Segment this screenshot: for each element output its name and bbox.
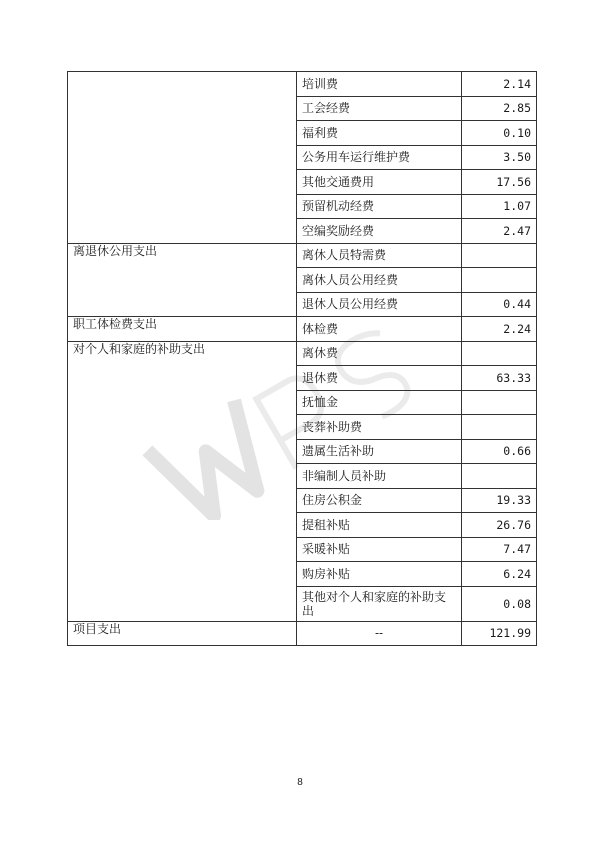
- category-cell: 项目支出: [68, 621, 297, 646]
- value-cell: 2.47: [462, 219, 537, 244]
- item-cell: 退休费: [297, 366, 462, 391]
- table-row: [68, 317, 537, 342]
- category-cell: 职工体检费支出: [68, 317, 297, 342]
- value-cell: 0.44: [462, 292, 537, 317]
- value-cell: 17.56: [462, 170, 537, 195]
- item-cell: --: [297, 621, 462, 646]
- table-row: [68, 72, 537, 97]
- item-cell: 其他对个人和家庭的补助支出: [297, 586, 462, 621]
- item-cell: 提租补贴: [297, 513, 462, 538]
- value-cell: 19.33: [462, 488, 537, 513]
- value-cell: [462, 390, 537, 415]
- item-cell: 抚恤金: [297, 390, 462, 415]
- value-cell: [462, 243, 537, 268]
- item-cell: 住房公积金: [297, 488, 462, 513]
- value-cell: 1.07: [462, 194, 537, 219]
- item-cell: 公务用车运行维护费: [297, 145, 462, 170]
- item-cell: 离休人员公用经费: [297, 268, 462, 293]
- item-cell: 空编奖励经费: [297, 219, 462, 244]
- item-cell: 培训费: [297, 72, 462, 97]
- value-cell: 63.33: [462, 366, 537, 391]
- value-cell: 2.14: [462, 72, 537, 97]
- item-cell: 采暖补贴: [297, 537, 462, 562]
- item-cell: 离休费: [297, 341, 462, 366]
- value-cell: [462, 341, 537, 366]
- value-cell: 6.24: [462, 562, 537, 587]
- value-cell: 2.85: [462, 96, 537, 121]
- value-cell: 7.47: [462, 537, 537, 562]
- table-row: [68, 621, 537, 646]
- value-cell: 26.76: [462, 513, 537, 538]
- item-cell: 退休人员公用经费: [297, 292, 462, 317]
- value-cell: [462, 415, 537, 440]
- item-cell: 遗属生活补助: [297, 439, 462, 464]
- item-cell: 购房补贴: [297, 562, 462, 587]
- item-cell: 其他交通费用: [297, 170, 462, 195]
- item-cell: 预留机动经费: [297, 194, 462, 219]
- item-cell: 丧葬补助费: [297, 415, 462, 440]
- category-cell-continued: [68, 72, 297, 244]
- value-cell: 0.10: [462, 121, 537, 146]
- category-cell: 离退休公用支出: [68, 243, 297, 317]
- item-cell: 工会经费: [297, 96, 462, 121]
- item-cell: 福利费: [297, 121, 462, 146]
- budget-table: [67, 71, 537, 646]
- category-cell: 对个人和家庭的补助支出: [68, 341, 297, 621]
- item-cell: 体检费: [297, 317, 462, 342]
- page-number: 8: [297, 777, 303, 788]
- value-cell: [462, 464, 537, 489]
- value-cell: 3.50: [462, 145, 537, 170]
- item-cell: 非编制人员补助: [297, 464, 462, 489]
- value-cell: [462, 268, 537, 293]
- value-cell: 0.08: [462, 586, 537, 621]
- value-cell: 2.24: [462, 317, 537, 342]
- item-cell: 离休人员特需费: [297, 243, 462, 268]
- table-row: [68, 341, 537, 366]
- value-cell: 0.66: [462, 439, 537, 464]
- table-row: [68, 243, 537, 268]
- value-cell: 121.99: [462, 621, 537, 646]
